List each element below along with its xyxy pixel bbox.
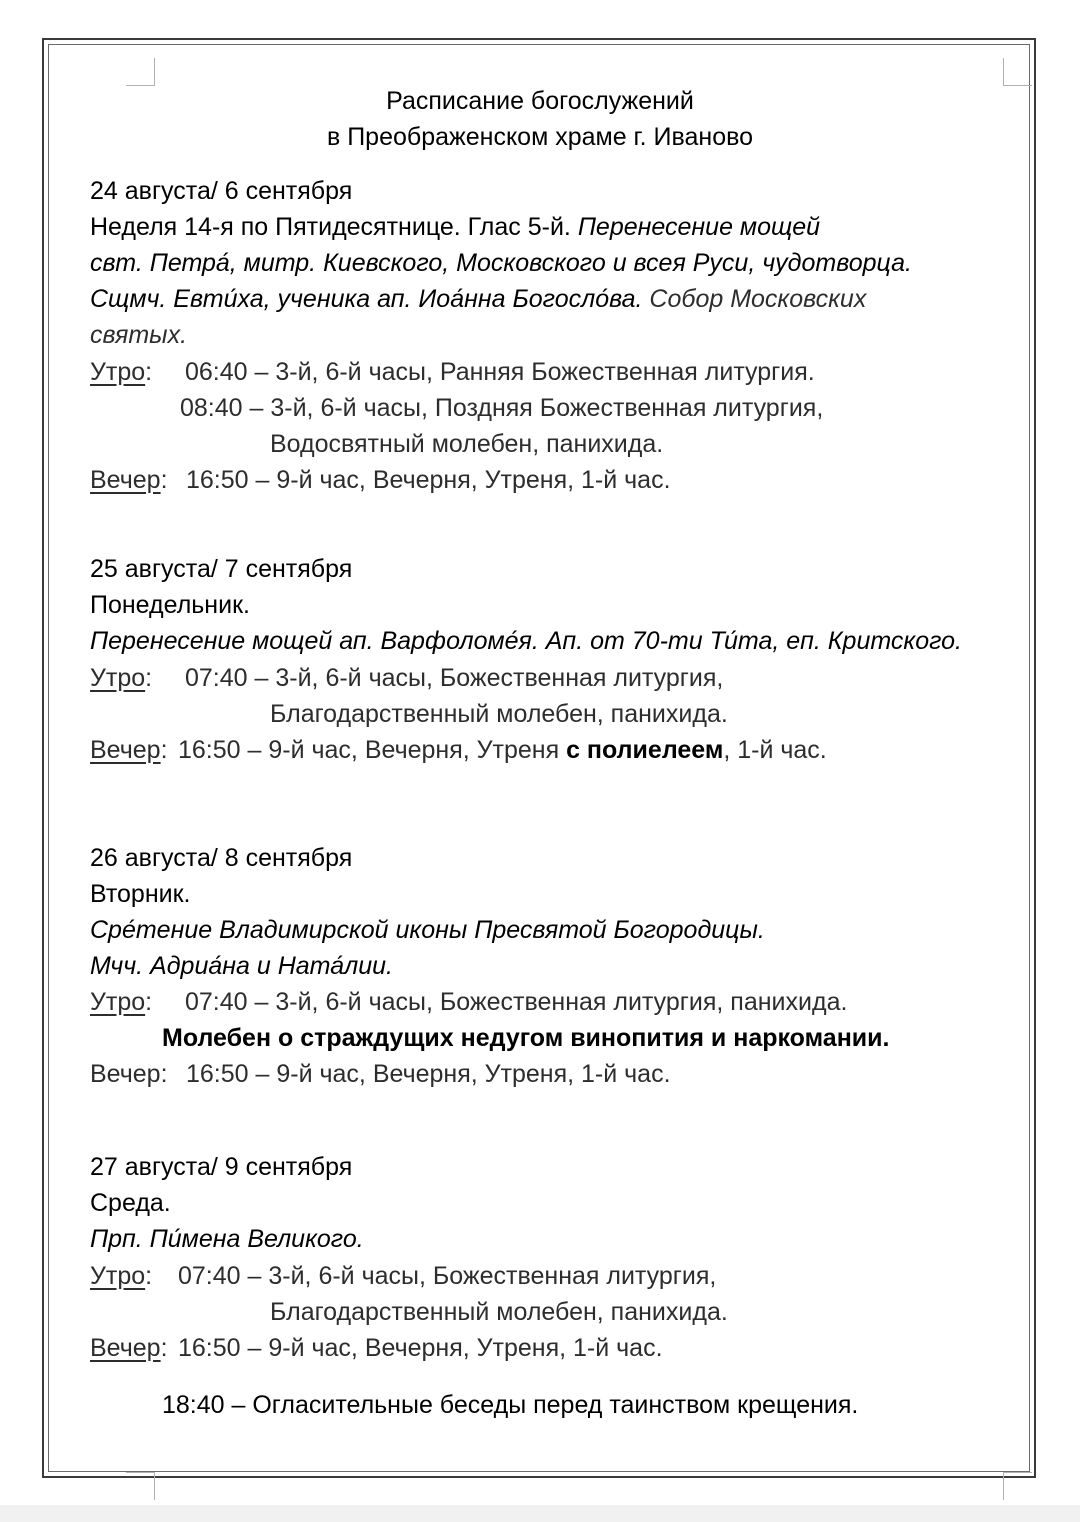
service-line: 06:40 – 3-й, 6-й часы, Ранняя Божественная литургия. — [185, 358, 815, 386]
morning-row: Утро: — [90, 358, 153, 386]
evening-service: 16:50 – 9-й час, Вечерня, Утреня, 1-й час. — [178, 1334, 663, 1362]
page-subtitle: в Преображенском храме г. Иваново — [326, 123, 753, 151]
day-name: Неделя 14-я по Пятидесятнице. Глас 5-й. — [90, 213, 571, 241]
evening-emphasis: с полиелеем — [566, 736, 724, 764]
day-feast-line — [90, 210, 820, 244]
evening-service: 16:50 – 9-й час, Вечерня, Утреня, 1-й час. — [186, 1060, 671, 1088]
feast-line: Прп. Пи́мена Великого. — [90, 1225, 364, 1253]
morning-label: Утро — [90, 664, 146, 692]
evening-label: Вечер — [90, 1334, 161, 1362]
morning-row: Утро: — [90, 664, 153, 692]
service-line: Водосвятный молебен, панихида. — [270, 430, 664, 458]
crop-mark — [1003, 1472, 1004, 1500]
morning-label: Утро — [90, 988, 146, 1016]
morning-label: Утро — [90, 1262, 146, 1290]
evening-label: Вечер — [90, 466, 161, 494]
feast-line: Сре́тение Владимирской иконы Пресвятой Богородицы. — [90, 916, 765, 944]
service-line: Благодарственный молебен, панихида. — [270, 1298, 728, 1326]
day-name: Понедельник. — [90, 591, 250, 619]
morning-label: Утро — [90, 358, 146, 386]
evening-row: Вечер: — [90, 1060, 168, 1088]
crop-mark — [154, 58, 155, 86]
evening-label: Вечер — [90, 1060, 161, 1088]
evening-service — [178, 733, 827, 767]
service-line: 07:40 – 3-й, 6-й часы, Божественная литургия, — [178, 1262, 717, 1290]
feast-text-light: Собор Московских — [649, 285, 867, 313]
day-name: Вторник. — [90, 880, 191, 908]
feast-line: свт. Петра́, митр. Киевского, Московского и всея Руси, чудотворца. — [90, 249, 912, 277]
scan-bottom-edge — [0, 1505, 1080, 1522]
evening-label: Вечер — [90, 736, 161, 764]
service-line: 07:40 – 3-й, 6-й часы, Божественная литургия, панихида. — [185, 988, 848, 1016]
crop-mark — [126, 1472, 155, 1473]
feast-text: Перенесение мощей — [577, 213, 821, 241]
feast-line: Перенесение мощей ап. Варфоломе́я. Ап. от 70-ти Ти́та, еп. Критского. — [90, 627, 962, 655]
evening-row: Вечер: — [90, 1334, 168, 1362]
morning-row: Утро: — [90, 988, 153, 1016]
day-date: 24 августа/ 6 сентября — [90, 177, 353, 205]
service-line: 08:40 – 3-й, 6-й часы, Поздняя Божественная литургия, — [180, 394, 824, 422]
feast-text: Сщмч. Евти́ха, ученика ап. Иоа́нна Богосло́ва. — [90, 285, 643, 313]
feast-line — [90, 282, 866, 316]
evening-row: Вечер: — [90, 466, 168, 494]
day-name: Среда. — [90, 1189, 171, 1217]
feast-line: Мчч. Адриа́на и Ната́лии. — [90, 952, 393, 980]
service-line: 07:40 – 3-й, 6-й часы, Божественная литургия, — [185, 664, 724, 692]
evening-service: 16:50 – 9-й час, Вечерня, Утреня, 1-й час. — [186, 466, 671, 494]
crop-mark — [154, 1472, 155, 1500]
page-title: Расписание богослужений — [386, 87, 694, 115]
service-line: Благодарственный молебен, панихида. — [270, 700, 728, 728]
special-service-line: Молебен о страждущих недугом винопития и наркомании. — [162, 1024, 890, 1052]
evening-text: 16:50 – 9-й час, Вечерня, Утреня — [178, 736, 567, 764]
day-date: 26 августа/ 8 сентября — [90, 844, 353, 872]
morning-row: Утро: — [90, 1262, 153, 1290]
evening-row: Вечер: — [90, 736, 168, 764]
crop-mark — [1003, 1472, 1032, 1473]
day-date: 27 августа/ 9 сентября — [90, 1153, 353, 1181]
catechism-note: 18:40 – Огласительные беседы перед таинством крещения. — [162, 1391, 859, 1419]
feast-line: святых. — [90, 321, 188, 349]
crop-mark — [1003, 58, 1004, 86]
evening-text: , 1-й час. — [723, 736, 827, 764]
day-date: 25 августа/ 7 сентября — [90, 555, 353, 583]
